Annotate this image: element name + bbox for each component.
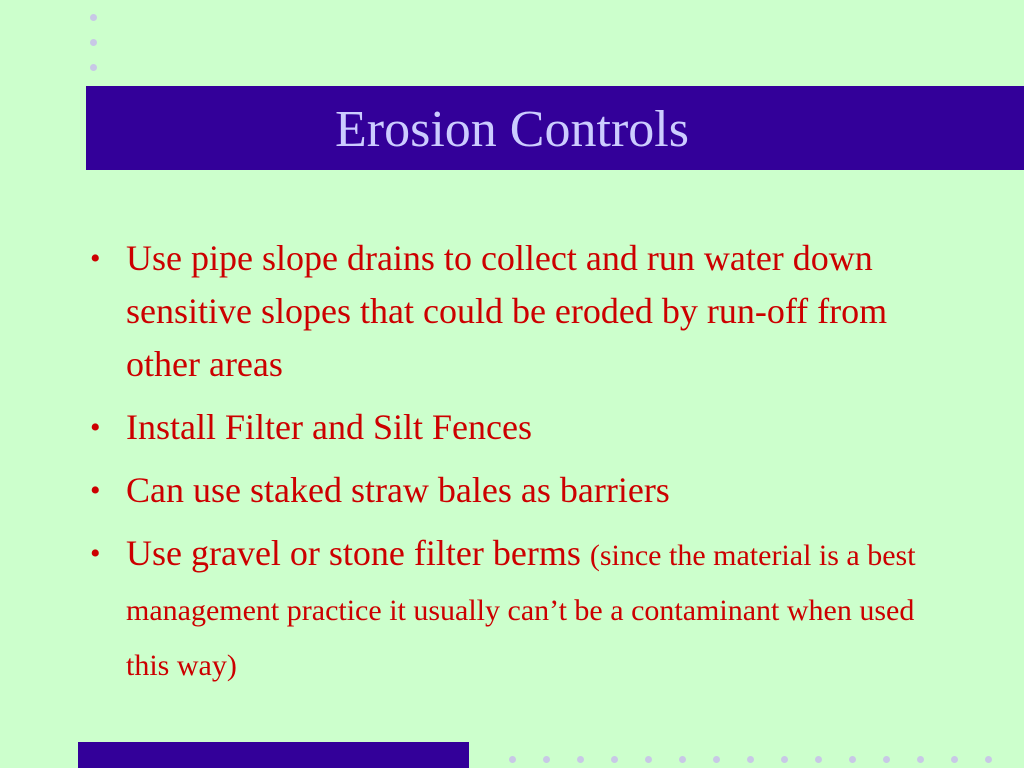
bullet-text: Can use staked straw bales as barriers [126,470,670,510]
footer-bar [78,742,469,768]
bullet-icon: • [90,537,101,570]
decor-dot [815,756,822,763]
bullet-note: (since the material is a best management practice it usually can’t be a contaminant when used this way) [126,539,916,682]
bullet-item [86,464,916,517]
decor-dot [679,756,686,763]
bullet-list [86,232,916,702]
decor-dot [781,756,788,763]
decor-dot [509,756,516,763]
bullet-text: Use pipe slope drains to collect and run water down sensitive slopes that could be eroded by run-off from other areas [126,238,888,384]
title-band [86,86,1024,170]
bullet-text: Use gravel or stone filter berms [126,533,581,573]
slide-title: Erosion Controls [335,101,689,158]
decor-dot [713,756,720,763]
decor-dot [90,39,97,46]
decor-dot [849,756,856,763]
bullet-item [86,401,916,454]
decor-dot [883,756,890,763]
decor-dot [611,756,618,763]
bullet-text: Install Filter and Silt Fences [126,407,532,447]
decor-dot [985,756,992,763]
decor-dot [577,756,584,763]
decor-dot [645,756,652,763]
decor-dot [90,14,97,21]
bullet-icon: • [90,474,101,507]
decor-dot [747,756,754,763]
bullet-icon: • [90,242,101,275]
bullet-item [86,232,916,391]
bullet-icon: • [90,411,101,444]
decor-dot [917,756,924,763]
decor-dot [951,756,958,763]
bullet-item [86,527,916,692]
decor-dot [90,64,97,71]
decor-dot [543,756,550,763]
